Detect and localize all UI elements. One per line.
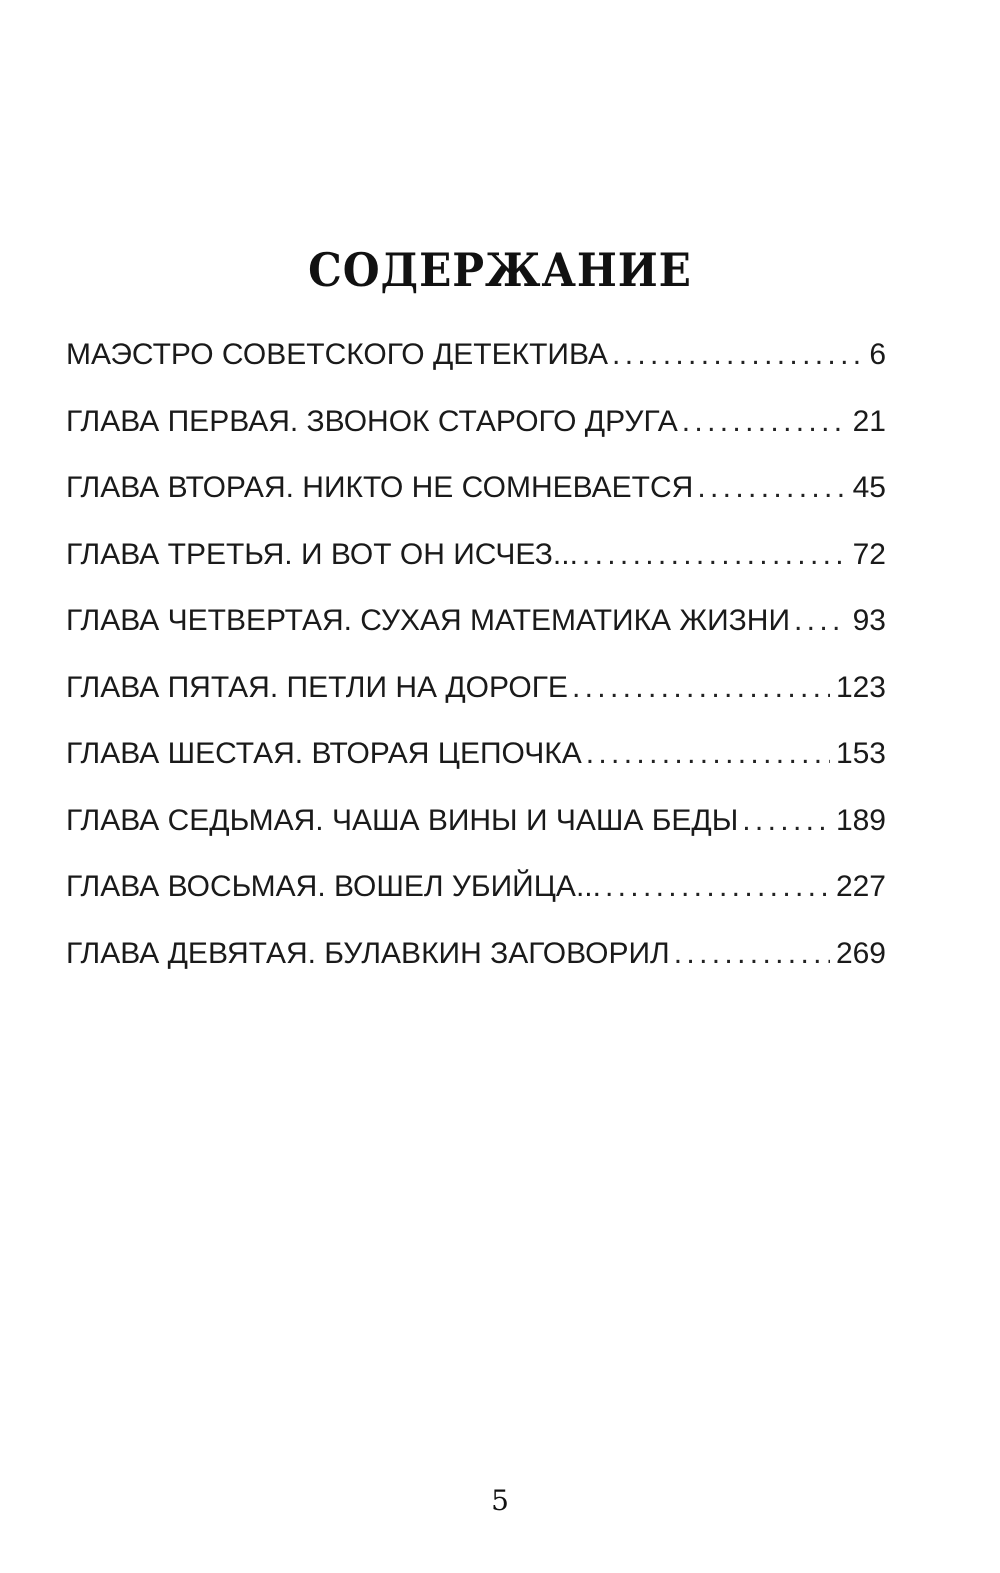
toc-entry-title: ГЛАВА СЕДЬМАЯ. ЧАША ВИНЫ И ЧАША БЕДЫ	[66, 803, 739, 837]
toc-entry-page: 123	[835, 670, 886, 704]
toc-entry-page: 189	[835, 803, 886, 837]
toc-entry-page: 227	[835, 870, 886, 903]
toc-entry-title: ГЛАВА ВОСЬМАЯ. ВОШЕЛ УБИЙЦА...	[66, 870, 601, 903]
toc-entry[interactable]	[66, 599, 886, 666]
toc-entry[interactable]	[66, 666, 886, 733]
dot-leader	[582, 533, 847, 577]
toc-entry[interactable]	[66, 333, 886, 400]
toc-entry-page: 72	[852, 537, 886, 571]
dot-leader	[794, 599, 847, 643]
toc-entry-title: ГЛАВА ПЕРВАЯ. ЗВОНОК СТАРОГО ДРУГА	[66, 404, 678, 438]
toc-entry[interactable]	[66, 533, 886, 600]
toc-entry-title: МАЭСТРО СОВЕТСКОГО ДЕТЕКТИВА	[66, 338, 609, 371]
page-number: 5	[491, 1484, 509, 1517]
dot-leader	[742, 799, 830, 843]
toc-entry[interactable]	[66, 466, 886, 533]
toc-entry-title: ГЛАВА ШЕСТАЯ. ВТОРАЯ ЦЕПОЧКА	[66, 737, 582, 770]
dot-leader	[682, 400, 847, 444]
toc-entry-page: 6	[869, 338, 886, 371]
table-of-contents	[66, 333, 886, 998]
dot-leader	[572, 666, 830, 710]
toc-entry-title: ГЛАВА ДЕВЯТАЯ. БУЛАВКИН ЗАГОВОРИЛ	[66, 936, 670, 970]
toc-entry[interactable]	[66, 865, 886, 932]
dot-leader	[674, 932, 830, 976]
toc-entry[interactable]	[66, 732, 886, 799]
dot-leader	[605, 865, 830, 909]
toc-entry-title: ГЛАВА ЧЕТВЕРТАЯ. СУХАЯ МАТЕМАТИКА ЖИЗНИ	[66, 604, 791, 637]
toc-entry-page: 93	[852, 604, 886, 637]
toc-entry-title: ГЛАВА ПЯТАЯ. ПЕТЛИ НА ДОРОГЕ	[66, 670, 568, 704]
toc-entry-page: 21	[852, 404, 886, 438]
dot-leader	[586, 732, 830, 776]
page-title: СОДЕРЖАНИЕ	[308, 242, 692, 297]
toc-entry-page: 269	[835, 936, 886, 970]
toc-entry[interactable]	[66, 932, 886, 999]
toc-entry-title: ГЛАВА ТРЕТЬЯ. И ВОТ ОН ИСЧЕЗ...	[66, 537, 578, 571]
toc-entry[interactable]	[66, 799, 886, 866]
dot-leader	[612, 333, 863, 377]
toc-entry-page: 45	[852, 471, 886, 504]
dot-leader	[697, 466, 846, 510]
toc-entry-page: 153	[835, 737, 886, 770]
toc-entry-title: ГЛАВА ВТОРАЯ. НИКТО НЕ СОМНЕВАЕТСЯ	[66, 471, 694, 504]
toc-entry[interactable]	[66, 400, 886, 467]
